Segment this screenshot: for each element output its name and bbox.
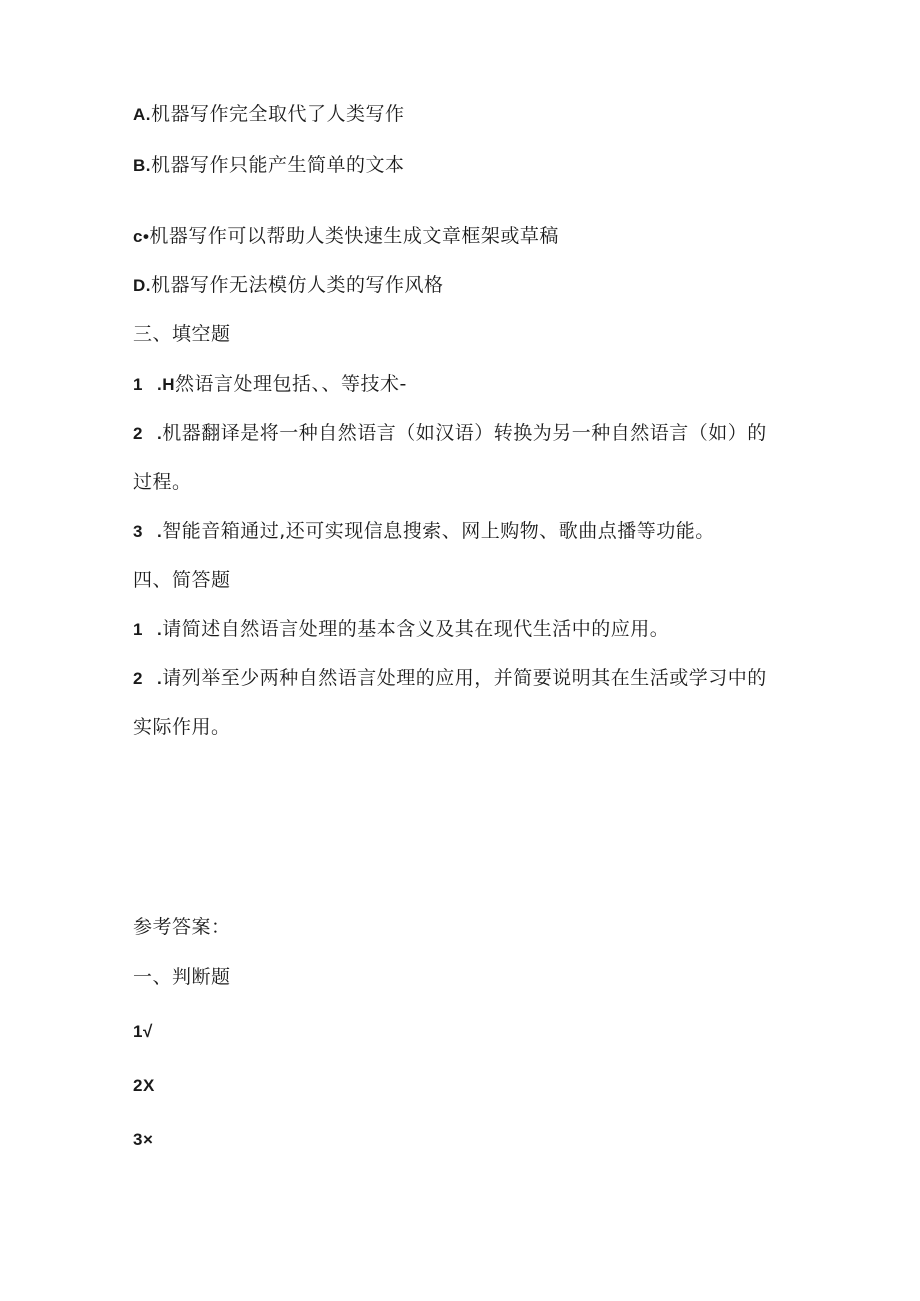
option-text: 机器写作只能产生简单的文本 — [151, 154, 405, 176]
item-marker: .H — [157, 375, 175, 394]
item-text: 智能音箱通过,还可实现信息搜索、网上购物、歌曲点播等功能。 — [162, 520, 715, 542]
item-number: 2 — [133, 669, 143, 688]
item-number: 2 — [133, 424, 143, 443]
option-text: 机器写作可以帮助人类快速生成文章框架或草稿 — [149, 225, 559, 247]
fill-blank-item-1 — [133, 371, 407, 398]
option-text: 机器写作无法模仿人类的写作风格 — [151, 274, 444, 296]
option-marker: D. — [133, 276, 151, 295]
option-d — [133, 272, 444, 299]
item-marker: . — [157, 669, 163, 688]
item-number: 1 — [133, 375, 143, 394]
item-text: 请列举至少两种自然语言处理的应用，并简要说明其在生活或学习中的 — [162, 667, 767, 689]
item-marker: . — [157, 522, 163, 541]
section-title-short-answer: 四、简答题 — [133, 569, 231, 591]
short-answer-item-2-continuation: 实际作用。 — [133, 716, 231, 738]
option-marker: A. — [133, 105, 151, 124]
item-number: 3 — [133, 522, 143, 541]
answers-title: 参考答案： — [133, 916, 231, 938]
fill-blank-item-2 — [133, 420, 767, 447]
fill-blank-item-3 — [133, 518, 715, 545]
answers-section-title: 一、判断题 — [133, 966, 231, 988]
option-a — [133, 101, 405, 128]
short-answer-item-2 — [133, 665, 767, 692]
item-text: 请简述自然语言处理的基本含义及其在现代生活中的应用。 — [162, 618, 670, 640]
option-marker: c• — [133, 227, 150, 246]
answer-item-1: 1√ — [133, 1022, 153, 1041]
fill-blank-item-2-continuation: 过程。 — [133, 471, 192, 493]
item-text: 机器翻译是将一种自然语言（如汉语）转换为另一种自然语言（如）的 — [162, 422, 767, 444]
short-answer-item-1 — [133, 616, 669, 643]
section-title-fill-blank: 三、填空题 — [133, 323, 231, 345]
option-c — [133, 223, 559, 250]
item-text: 然语言处理包括、、等技术- — [175, 373, 407, 395]
item-marker: . — [157, 620, 163, 639]
option-text: 机器写作完全取代了人类写作 — [151, 103, 405, 125]
answer-item-2: 2X — [133, 1076, 155, 1095]
item-number: 1 — [133, 620, 143, 639]
option-b — [133, 152, 405, 179]
item-marker: . — [157, 424, 163, 443]
answer-item-3: 3× — [133, 1130, 154, 1149]
option-marker: B. — [133, 156, 151, 175]
